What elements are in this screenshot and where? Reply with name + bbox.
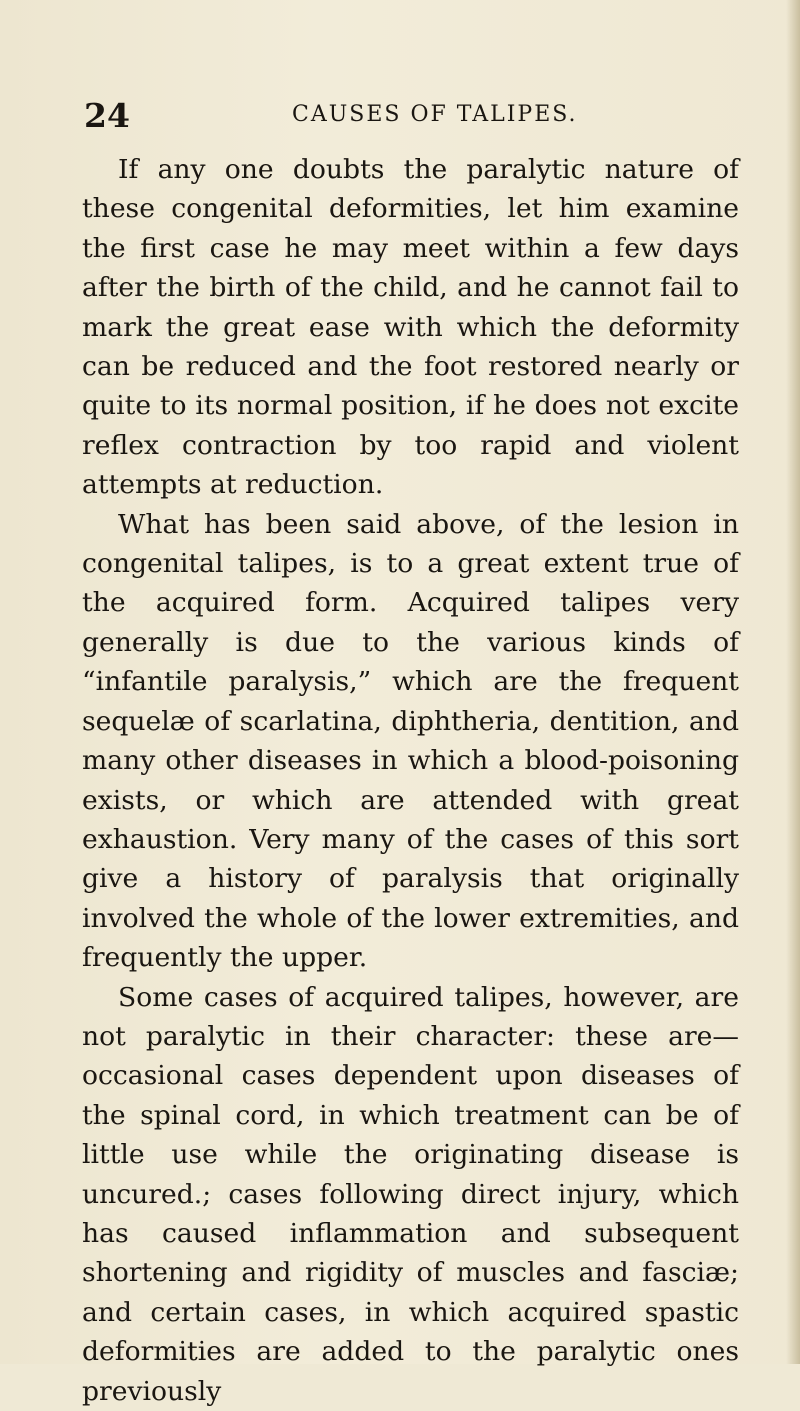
paragraph-2: What has been said above, of the lesion in congenital talipes, is to a great extent true of the acquired form. Acquired talipes very generally is due to the various kinds of “infantile paralysis,” which are the frequent sequelæ of scarlatina, diphtheria, dentition, and many other diseases in which a blood-poisoning exists, or which are attended with great exhaustion. Very many of the cases of this sort give a history of paralysis that originally involved the whole of the lower extremities, and frequently the upper. [82, 508, 739, 974]
page-number: 24 [84, 96, 130, 135]
page-edge-shadow [786, 0, 800, 1364]
paragraph-3: Some cases of acquired talipes, however, are not paralytic in their character: these are—occasional cases dependent upon diseases of the spinal cord, in which treatment can be of little use while the originating disease is uncured.; cases following direct injury, which has caused inflammation and subsequent shortening and rigidity of muscles and fasciæ; and certain cases, in which acquired spastic deformities are added to the paralytic ones previously [82, 981, 739, 1407]
running-head: CAUSES OF TALIPES. [292, 102, 578, 127]
page-header [84, 96, 744, 136]
body-text [82, 150, 739, 1411]
paragraph-1: If any one doubts the paralytic nature of these congenital deformities, let him examine the first case he may meet within a few days after the birth of the child, and he cannot fail to mark the great ease with which the deformity can be reduced and the foot restored nearly or quite to its normal position, if he does not excite reflex contraction by too rapid and violent attempts at reduction. [82, 154, 739, 501]
